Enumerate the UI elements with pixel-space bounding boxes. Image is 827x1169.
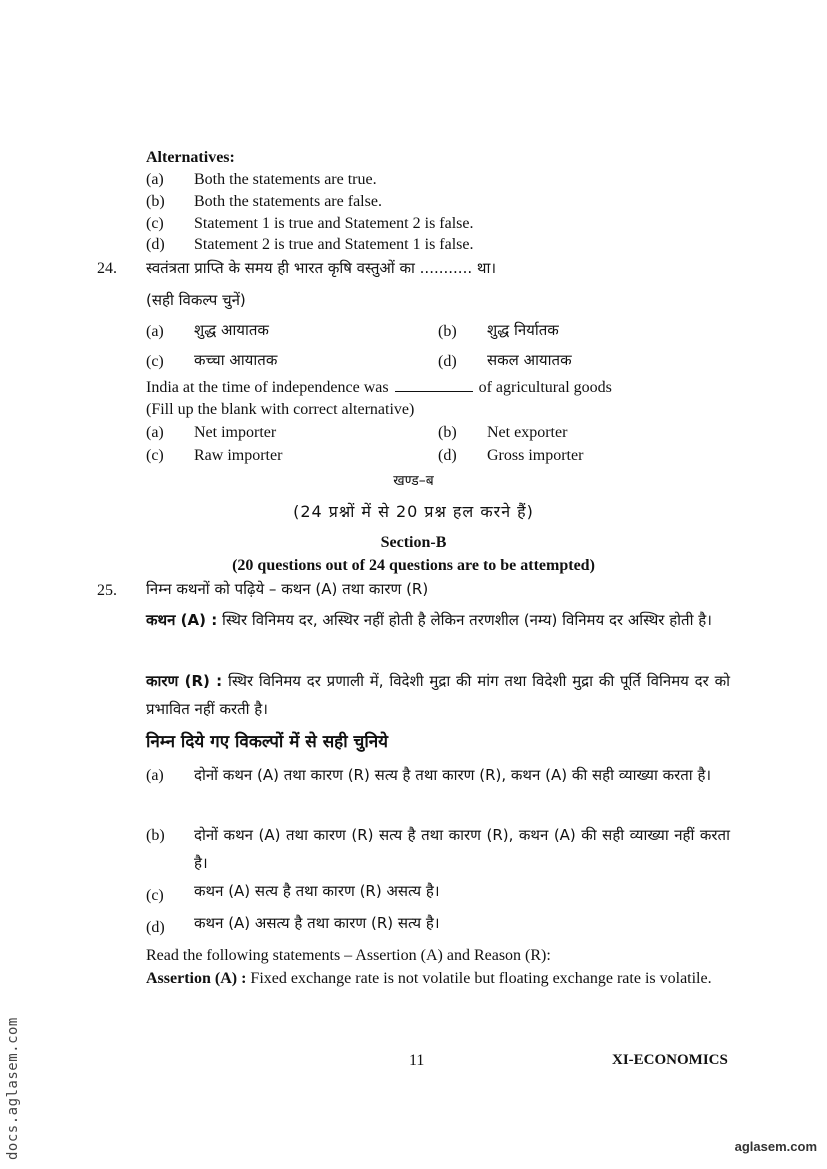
option-label: (b): [438, 424, 457, 441]
alternative-label: (b): [146, 193, 165, 210]
section-b-subtitle: (20 questions out of 24 questions are to be attempted): [232, 557, 595, 574]
option-text: Net importer: [194, 424, 277, 441]
option-label: (b): [438, 323, 457, 340]
english-assertion-label: Assertion (A) :: [146, 970, 247, 987]
english-assertion-text: Fixed exchange rate is not volatile but floating exchange rate is volatile.: [250, 970, 712, 987]
q25-english-intro: Read the following statements – Assertion (A) and Reason (R):: [146, 947, 551, 964]
option-text: कथन (A) असत्य है तथा कारण (R) सत्य है।: [194, 914, 440, 932]
option-label: (a): [146, 424, 164, 441]
option-label: (d): [438, 447, 457, 464]
option-label: (d): [438, 353, 457, 370]
option-label: (b): [146, 827, 165, 844]
page-number: 11: [409, 1052, 425, 1069]
option-label: (c): [146, 447, 164, 464]
alternative-text: Statement 2 is true and Statement 1 is false.: [194, 236, 474, 253]
q24-hindi-question: स्वतंत्रता प्राप्ति के समय ही भारत कृषि वस्तुओं का ........... था।: [146, 259, 497, 277]
section-b-hindi-title: खण्ड–ब: [393, 473, 434, 489]
section-b-hindi-subtitle: (24 प्रश्नों में से 20 प्रश्न हल करने हैं): [293, 502, 534, 521]
q25-reason: [146, 667, 730, 723]
option-text: दोनों कथन (A) तथा कारण (R) सत्य है तथा कारण (R), कथन (A) की सही व्याख्या करता है।: [194, 766, 712, 784]
brand-logo-text: aglasem.com: [734, 1139, 817, 1154]
question-number: 25.: [97, 582, 117, 599]
q25-choose-heading: निम्न दिये गए विकल्पों में से सही चुनिये: [146, 732, 389, 752]
q24-english-instruction: (Fill up the blank with correct alternative): [146, 401, 415, 418]
reason-text: स्थिर विनिमय दर प्रणाली में, विदेशी मुद्रा की मांग तथा विदेशी मुद्रा की पूर्ति विनिमय दर को प्रभावित नहीं करती है।: [146, 672, 730, 718]
alternative-label: (c): [146, 215, 164, 232]
option-text: Net exporter: [487, 424, 568, 441]
q25-hindi-intro: निम्न कथनों को पढ़िये – कथन (A) तथा कारण (R): [146, 580, 429, 598]
option-label: (a): [146, 323, 164, 340]
option-label: (d): [146, 919, 165, 936]
alternative-text: Both the statements are false.: [194, 193, 382, 210]
option-label: (a): [146, 767, 164, 784]
assertion-label: कथन (A) :: [146, 611, 218, 629]
alternative-label: (d): [146, 236, 165, 253]
q24-english-question-start: India at the time of independence was: [146, 379, 389, 396]
alternative-text: Statement 1 is true and Statement 2 is false.: [194, 215, 474, 232]
option-text: Gross importer: [487, 447, 584, 464]
q25-assertion: [146, 606, 730, 634]
alternative-text: Both the statements are true.: [194, 171, 377, 188]
option-text: शुद्ध निर्यातक: [487, 321, 559, 339]
q24-hindi-instruction: (सही विकल्प चुनें): [146, 291, 246, 309]
assertion-text: स्थिर विनिमय दर, अस्थिर नहीं होती है लेकिन तरणशील (नम्य) विनिमय दर अस्थिर होती है।: [221, 611, 712, 629]
option-text: Raw importer: [194, 447, 283, 464]
q25-english-assertion: [146, 968, 730, 989]
q24-english-question-end: of agricultural goods: [478, 379, 612, 396]
option-label: (c): [146, 887, 164, 904]
subject-code: XI-ECONOMICS: [612, 1052, 728, 1068]
alternatives-heading: Alternatives:: [146, 149, 235, 166]
option-text: शुद्ध आयातक: [194, 321, 269, 339]
reason-label: कारण (R) :: [146, 672, 223, 690]
side-watermark: docs.aglasem.com: [5, 1017, 21, 1160]
option-text: दोनों कथन (A) तथा कारण (R) सत्य है तथा कारण (R), कथन (A) की सही व्याख्या नहीं करता है।: [194, 826, 730, 872]
section-b-title: Section-B: [380, 534, 447, 551]
option-label: (c): [146, 353, 164, 370]
q24-english-question: [146, 377, 612, 399]
option-text: कच्चा आयातक: [194, 351, 278, 369]
option-text: कथन (A) सत्य है तथा कारण (R) असत्य है।: [194, 882, 440, 900]
fill-in-blank: [395, 377, 473, 392]
option-text: सकल आयातक: [487, 351, 572, 369]
question-number: 24.: [97, 260, 117, 277]
alternative-label: (a): [146, 171, 164, 188]
